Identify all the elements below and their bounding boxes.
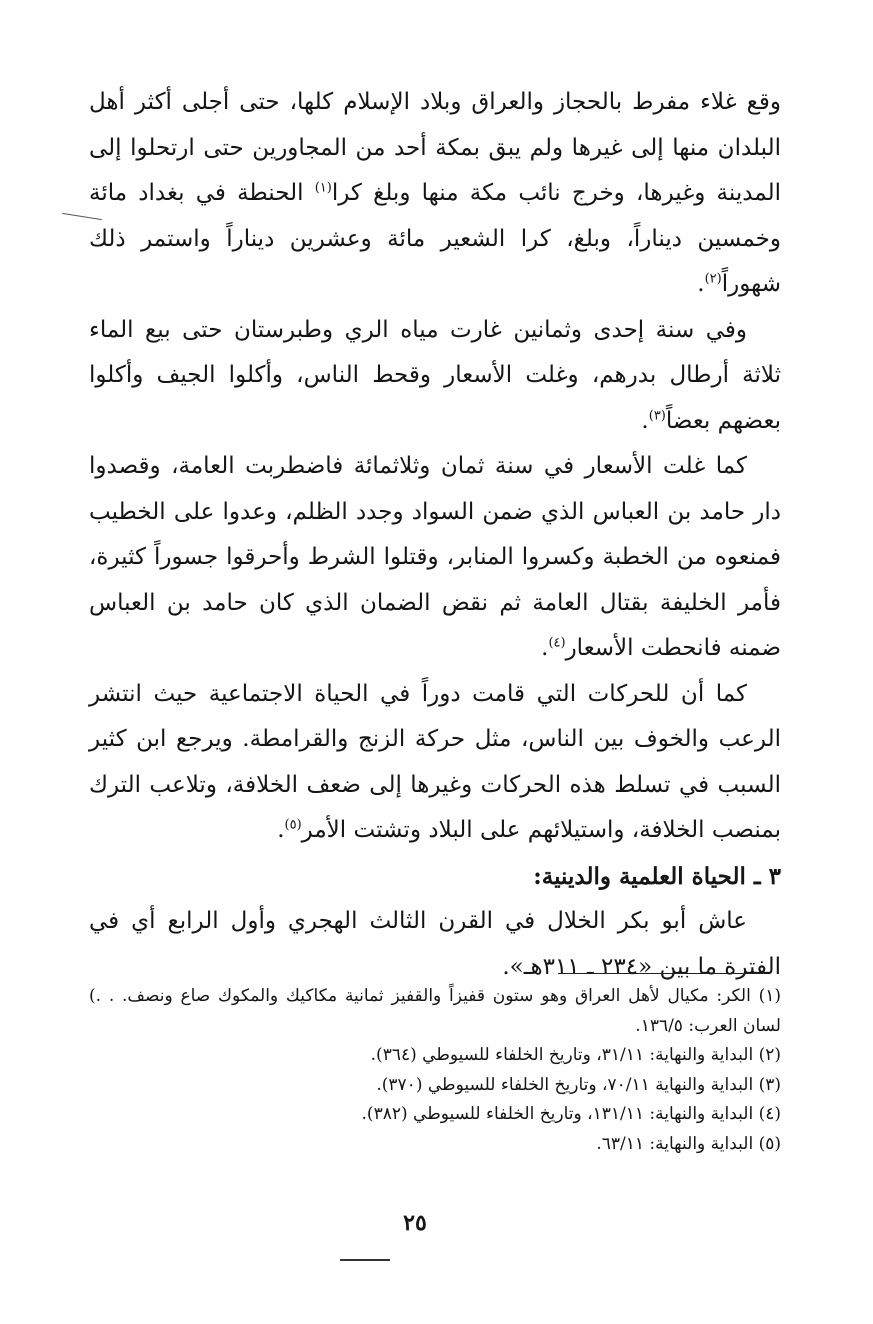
footnote-5: (٥) البداية والنهاية: ٦٣/١١.: [596, 1133, 781, 1154]
scan-mark: [340, 1259, 390, 1261]
footnote-2: (٢) البداية والنهاية: ٣١/١١، وتاريخ الخلفاء للسيوطي (٣٦٤).: [370, 1045, 781, 1065]
paragraph-text: كما أن للحركات التي قامت دوراً في الحياة الاجتماعية حيث انتشر الرعب والخوف بين الناس، مثل حركة الزنج والقرامطة. ويرجع ابن كثير السبب في تسلط هذه الحركات وغيرها إلى ضعف الخلافة، وتلاعب الترك بمنصب الخلافة، واستيلائهم على البلاد وتشتت الأمر: [89, 680, 781, 843]
paragraph-movements: [89, 672, 781, 854]
paragraph-end: .: [697, 271, 705, 297]
paragraph-rayy-tabaristan: [89, 308, 781, 445]
page-number: ٢٥: [403, 1210, 427, 1236]
paragraph-text: وقع غلاء مفرط بالحجاز والعراق وبلاد الإسلام كلها، حتى أجلى أكثر أهل البلدان منها إلى غيرها ولم يبق بمكة أحد من المجاورين حتى ارتحلوا إلى المدينة وغيرها، وخرج نائب مكة منها وبلغ كرا: [89, 89, 781, 206]
paragraph-text: وفي سنة إحدى وثمانين غارت مياه الري وطبرستان حتى بيع الماء ثلاثة أرطال بدرهم، وغلت الأسعار وقحط الناس، وأكلوا الجيف وأكلوا بعضهم بعضاً: [89, 316, 781, 434]
paragraph-famine-hijaz: [89, 80, 781, 308]
paragraph-end: .: [277, 817, 285, 843]
section-heading: ٣ ـ الحياة العلمية والدينية:: [533, 862, 781, 890]
footnote-ref-3: (٣): [648, 407, 666, 423]
footnote-ref-2: (٢): [704, 271, 722, 287]
footnote-ref-4: (٤): [548, 635, 566, 651]
footnotes: [89, 982, 781, 1159]
paragraph-prices-308: [89, 444, 781, 672]
footnote-4: (٤) البداية والنهاية: ١٣١/١١، وتاريخ الخلفاء للسيوطي (٣٨٢).: [361, 1104, 781, 1124]
paragraph-end: .: [641, 407, 649, 434]
footnote-1: (١) الكر: مكيال لأهل العراق وهو ستون قفيزاً والقفيز ثمانية مكاكيك والمكوك صاع ونصف. . .) لسان العرب: ١٣٦/٥.: [89, 986, 781, 1036]
main-text: [89, 80, 781, 990]
footnote-ref-5: (٥): [284, 817, 302, 833]
footnote-ref-1: (١): [314, 180, 332, 196]
footnote-separator: [558, 973, 763, 974]
paragraph-khallal-era: عاش أبو بكر الخلال في القرن الثالث الهجري وأول الرابع أي في الفترة ما بين «٢٣٤ ـ ٣١١هـ».: [89, 908, 781, 980]
paragraph-text: كما غلت الأسعار في سنة ثمان وثلاثمائة فاضطربت العامة، وقصدوا دار حامد بن العباس الذي ضمن السواد وجدد الظلم، وعدوا على الخطيب فمنعوه من الخطبة وكسروا المنابر، وقتلوا الشرط وأحرقوا جسوراً كثيرة، فأمر الخليفة بقتال العامة ثم نقض الضمان الذي كان حامد بن العباس ضمنه فانحطت الأسعار: [89, 453, 781, 661]
footnote-3: (٣) البداية والنهاية ٧٠/١١، وتاريخ الخلفاء للسيوطي (٣٧٠).: [376, 1074, 781, 1095]
paragraph-end: .: [541, 635, 549, 661]
paragraph-text: الحنطة في بغداد مائة وخمسين ديناراً، وبلغ، كرا الشعير مائة وعشرين ديناراً واستمر ذلك شهوراً: [89, 180, 781, 297]
